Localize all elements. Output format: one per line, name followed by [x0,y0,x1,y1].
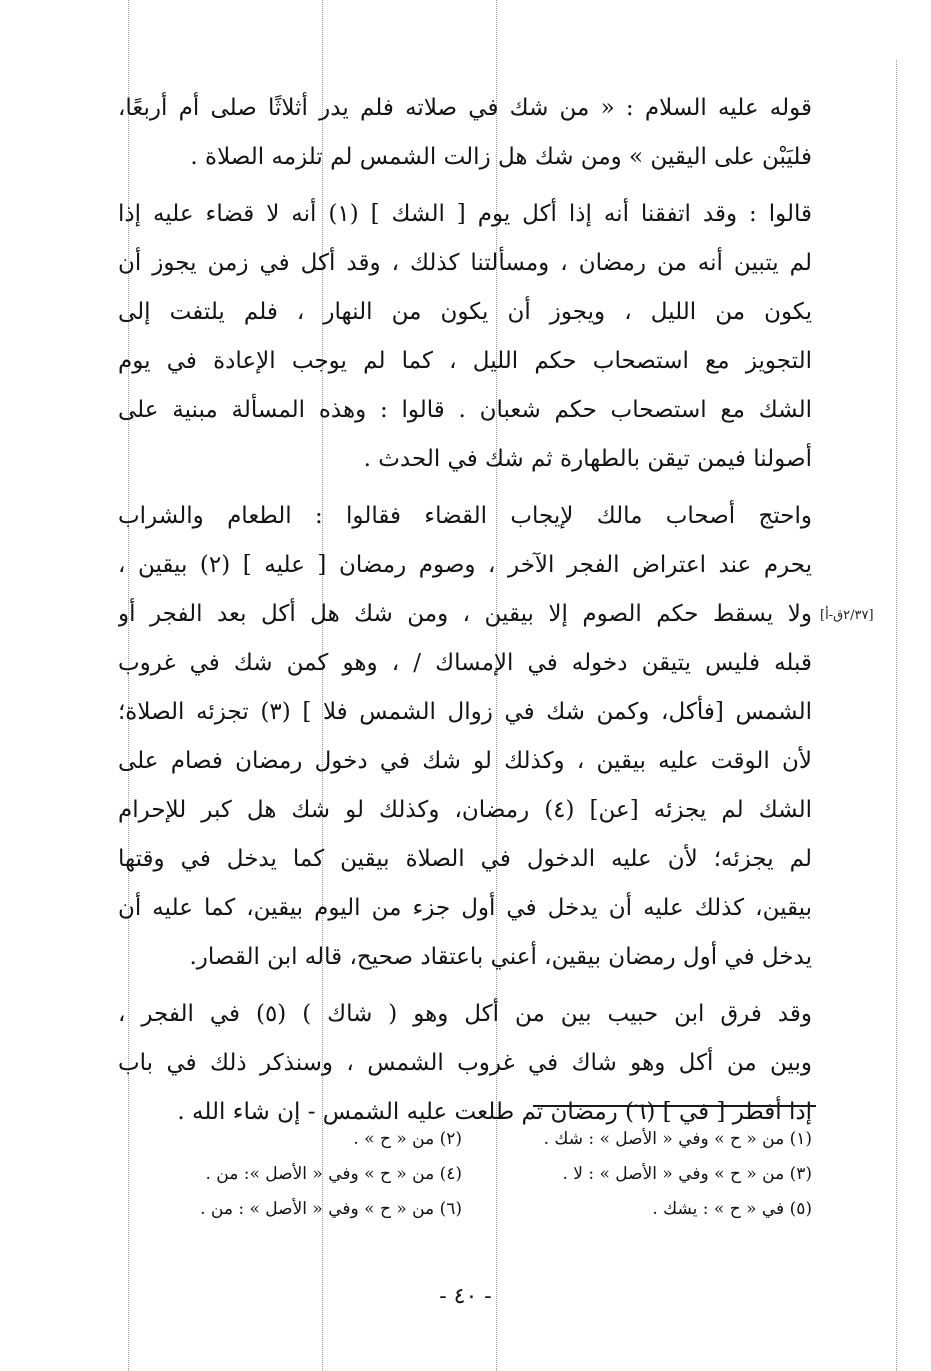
footnote: (١) من « ح » وفي « الأصل » : شك . [543,1129,812,1149]
text-line: يحرم عند اعتراض الفجر الآخر ، وصوم رمضان [ عليه ] (٢) بيقين ، [118,552,812,578]
footnote-row [118,1157,812,1192]
page-number: - ٤٠ - [439,1284,492,1309]
paragraph [118,84,812,182]
text-line: فليَبْن على اليقين » ومن شك هل زالت الشمس لم تلزمه الصلاة . [190,144,812,170]
text-line: يدخل في أول رمضان بيقين، أعني باعتقاد صحيح، قاله ابن القصار. [189,944,812,970]
text-line: الشمس [فأكل، وكمن شك في زوال الشمس فلا ] (٣) تجزئه الصلاة؛ [118,699,812,725]
main-text [118,84,812,1137]
text-line: بيقين، كذلك عليه أن يدخل في أول جزء من اليوم بيقين، كما عليه أن [118,895,812,921]
text-line: قالوا : وقد اتفقنا أنه إذا أكل يوم [ الشك ] (١) أنه لا قضاء عليه إذا [118,201,812,227]
footnote-row [118,1192,812,1227]
text-line: يكون من الليل ، ويجوز أن يكون من النهار ، فلم يلتفت إلى [118,299,812,325]
paragraph [118,990,812,1137]
text-line: إذا أفطر [ في ] (٦) رمضان ثم طلعت عليه الشمس - إن شاء الله . [177,1099,812,1125]
text-line: واحتج أصحاب مالك لإيجاب القضاء فقالوا : الطعام والشراب [118,503,812,529]
paragraph [118,190,812,484]
text-line: الشك لم يجزئه [عن] (٤) رمضان، وكذلك لو شك هل كبر للإحرام [118,797,812,823]
footnotes [118,1122,812,1227]
footnote: (٥) في « ح » : يشك . [652,1199,812,1219]
footnote: (٢) من « ح » . [353,1129,462,1149]
text-line: لم يجزئه؛ لأن عليه الدخول في الصلاة بيقين كما يدخل في وقتها [118,846,812,872]
footnote-divider [533,1105,816,1107]
text-line: التجويز مع استصحاب حكم الليل ، كما لم يوجب الإعادة في يوم [118,348,812,374]
footnote-row [118,1122,812,1157]
text-line: قبله فليس يتيقن دخوله في الإمساك / ، وهو كمن شك في غروب [118,650,812,676]
text-line: وبين من أكل وهو شاك في غروب الشمس ، وسنذكر ذلك في باب [118,1050,812,1076]
text-line: لم يتبين أنه من رمضان ، ومسألتنا كذلك ، وقد أكل في زمن يجوز أن [118,250,812,276]
footnote: (٤) من « ح » وفي « الأصل »: من . [205,1164,462,1184]
margin-folio-note: [٢/٣٧ق-أ] [820,608,874,623]
text-line: وقد فرق ابن حبيب بين من أكل وهو ( شاك ) (٥) في الفجر ، [118,1001,812,1027]
footnote: (٣) من « ح » وفي « الأصل » : لا . [562,1164,812,1184]
text-line: ولا يسقط حكم الصوم إلا بيقين ، ومن شك هل أكل بعد الفجر أو [118,601,812,627]
text-line: أصولنا فيمن تيقن بالطهارة ثم شك في الحدث . [363,446,812,472]
text-line: لأن الوقت عليه بيقين ، وكذلك لو شك في دخول رمضان فصام على [118,748,812,774]
paragraph [118,492,812,982]
scan-streak [896,60,897,1371]
text-line: الشك مع استصحاب حكم شعبان . قالوا : وهذه المسألة مبنية على [118,397,812,423]
text-line: قوله عليه السلام : « من شك في صلاته فلم يدر أثلاثًا صلى أم أربعًا، [118,95,812,121]
footnote: (٦) من « ح » وفي « الأصل » : من . [200,1199,462,1219]
